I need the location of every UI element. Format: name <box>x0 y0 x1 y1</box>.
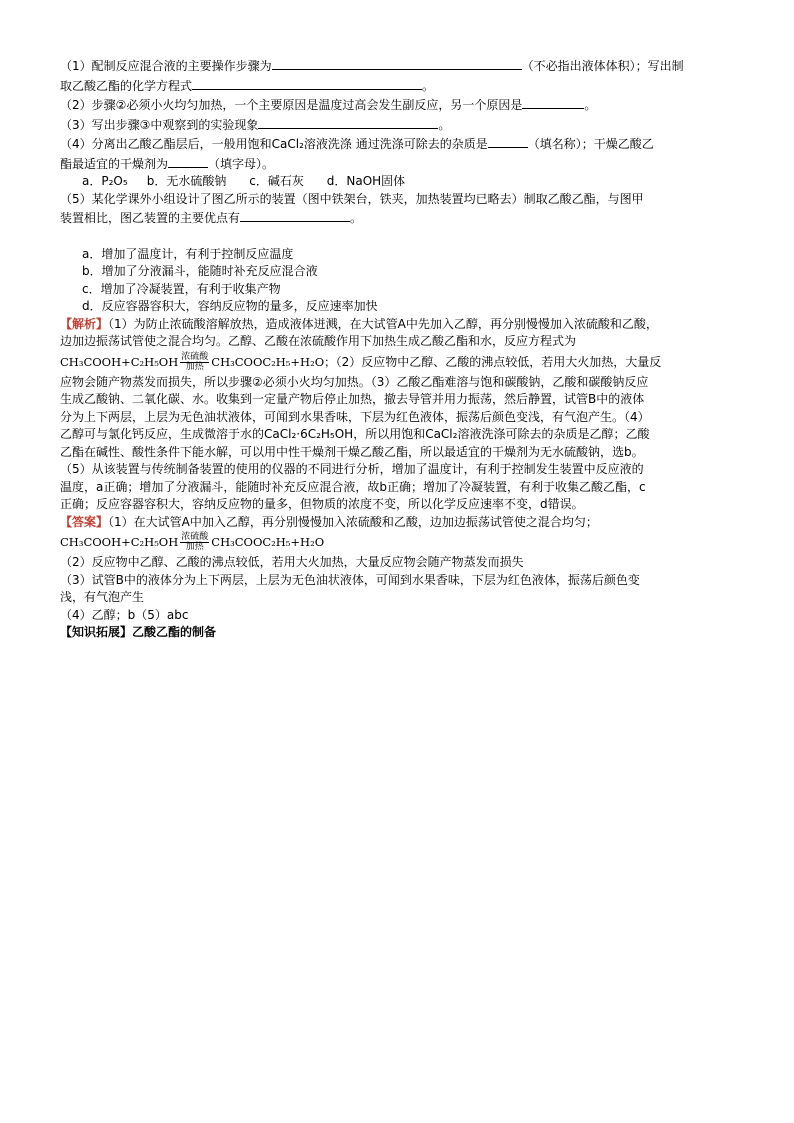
question-4-line-1 <box>60 134 740 154</box>
equation-reactants: CH₃COOH+C₂H₅OH <box>60 354 179 369</box>
extension-label: 【知识拓展】 <box>60 625 133 639</box>
equation-products: CH₃COOC₂H₅+H₂O <box>211 535 325 549</box>
answer-text: （4）乙醇；b（5）abc <box>60 607 189 622</box>
document-page <box>60 56 740 642</box>
answer-text: （3）试管B中的液体分为上下两层，上层为无色油状液体，可闻到水果香味，下层为红色液体，振荡后颜色变 <box>60 572 640 587</box>
analysis-text: 边加边振荡试管使之混合均匀。乙醇、乙酸在浓硫酸作用下加热生成乙酸乙酯和水，反应方程式为 <box>60 334 577 348</box>
catalyst-label: 浓硫酸 <box>181 351 209 362</box>
question-text: 酯最适宜的干燥剂为 <box>60 156 169 171</box>
question-text: （填字母）。 <box>208 156 275 171</box>
extension-title: 乙酸乙酯的制备 <box>132 625 217 639</box>
option-d: d．反应容器容积大，容纳反应物的量多，反应速率加快 <box>82 299 378 313</box>
answer-blank[interactable] <box>258 115 438 129</box>
option-a: a．P₂O₅ <box>82 174 128 188</box>
question-3-line <box>60 115 740 135</box>
equation-products: CH₃COOC₂H₅+H₂O； <box>211 354 336 369</box>
option-b: b．增加了分液漏斗，能随时补充反应混合液 <box>82 264 318 278</box>
option-d: d．NaOH固体 <box>326 174 406 188</box>
analysis-text: 温度，a正确；增加了分液漏斗，能随时补充反应混合液，故b正确；增加了冷凝装置，有利于收集乙酸乙酯，c <box>60 479 646 494</box>
question-4-options <box>60 173 740 191</box>
option-a: a．增加了温度计，有利于控制反应温度 <box>82 246 294 261</box>
analysis-text: （5）从该装置与传统制备装置的使用的仪器的不同进行分析，增加了温度计，有利于控制发生装置中反应液的 <box>60 462 644 476</box>
analysis-label: 【解析】 <box>60 316 109 331</box>
answer-text: （2）反应物中乙醇、乙酸的沸点较低，若用大火加热，大量反应物会随产物蒸发而损失 <box>60 555 524 569</box>
analysis-text: 生成乙酸钠、二氧化碳、水。收集到一定量产物后停止加热，撤去导管并用力振荡，然后静置，试管B中的液体 <box>60 392 645 406</box>
answer-blank[interactable] <box>240 208 350 222</box>
question-text: 。 <box>438 117 451 132</box>
question-text: 。 <box>350 211 363 225</box>
question-text: （3）写出步骤③中观察到的实验现象 <box>60 117 259 132</box>
analysis-text: 分为上下两层，上层为无色油状液体，可闻到水果香味，下层为红色液体，振荡后颜色变浅，有气泡产生。（4） <box>60 409 650 424</box>
option-c: c．碱石灰 <box>249 174 304 188</box>
analysis-text: 应物会随产物蒸发而损失，所以步骤②必须小火均匀加热。（3）乙酸乙酯难溶与饱和碳酸钠，乙酸和碳酸钠反应 <box>60 374 649 389</box>
question-text: （1）配制反应混合液的主要操作步骤为 <box>60 59 272 73</box>
answer-label: 【答案】 <box>60 514 109 529</box>
question-text: 。 <box>422 78 435 93</box>
option-c: c．增加了冷凝装置，有利于收集产物 <box>82 281 281 296</box>
question-text: （5）某化学课外小组设计了图乙所示的装置（图中铁架台，铁夹，加热装置均已略去）制取乙酸乙酯，与图甲 <box>60 191 644 206</box>
question-1-line-1 <box>60 56 740 76</box>
reaction-condition <box>180 353 209 372</box>
answer-blank[interactable] <box>168 154 208 168</box>
analysis-line-1 <box>60 316 740 334</box>
analysis-text: （1）为防止浓硫酸溶解放热，造成液体迸溅，在大试管A中先加入乙醇，再分别慢慢加入浓硫酸和乙酸， <box>108 316 658 331</box>
question-text: （不必指出液体体积）；写出制 <box>521 59 684 73</box>
analysis-text: 乙醇可与氯化钙反应，生成微溶于水的CaCl₂·6C₂H₅OH，所以用饱和CaCl₂溶液洗涤可除去的杂质是乙醇；乙酸 <box>60 427 650 441</box>
catalyst-label: 浓硫酸 <box>181 532 209 542</box>
analysis-equation-line <box>60 353 740 372</box>
question-2-line <box>60 95 740 115</box>
analysis-text: 正确；反应容器容积大，容纳反应物的量多，但物质的浓度不变，所以化学反应速率不变，d错误。 <box>60 497 584 511</box>
answer-text: 浅，有气泡产生 <box>60 590 145 604</box>
question-text: 取乙酸乙酯的化学方程式 <box>60 78 193 93</box>
knowledge-extension-line <box>60 624 740 642</box>
analysis-text: （2）反应物中乙醇、乙酸的沸点较低，若用大火加热，大量反 <box>335 354 662 369</box>
question-text: （4）分离出乙酸乙酯层后，一般用饱和CaCl₂溶液洗涤 通过洗涤可除去的杂质是 <box>60 137 488 151</box>
heat-label: 加热 <box>185 361 204 372</box>
reaction-condition <box>180 533 209 552</box>
answer-blank[interactable] <box>522 95 584 109</box>
spacer <box>60 228 740 246</box>
option-b: b．无水硫酸钠 <box>146 174 227 188</box>
equation-reactants: CH₃COOH+C₂H₅OH <box>60 535 179 549</box>
question-4-line-2 <box>60 154 740 174</box>
question-text: 装置相比，图乙装置的主要优点有 <box>60 211 241 225</box>
question-text: （2）步骤②必须小火均匀加热，一个主要原因是温度过高会发生副反应，另一个原因是 <box>60 98 523 112</box>
question-1-line-2 <box>60 76 740 96</box>
analysis-text: 乙酯在碱性、酸性条件下能水解，可以用中性干燥剂干燥乙酸乙酯，所以最适宜的干燥剂为无水硫酸钠，选b。 <box>60 444 644 459</box>
answer-equation-line <box>60 533 740 552</box>
answer-line-1 <box>60 514 740 532</box>
question-5-line-1 <box>60 191 740 209</box>
question-text: （填名称）；干燥乙酸乙 <box>527 137 654 151</box>
answer-blank[interactable] <box>272 56 522 70</box>
answer-blank[interactable] <box>192 76 422 90</box>
question-text: 。 <box>584 98 597 112</box>
question-5-line-2 <box>60 208 740 228</box>
answer-blank[interactable] <box>488 134 528 148</box>
answer-text: （1）在大试管A中加入乙醇，再分别慢慢加入浓硫酸和乙酸，边加边振荡试管使之混合均匀； <box>108 514 598 529</box>
heat-label: 加热 <box>185 542 204 552</box>
